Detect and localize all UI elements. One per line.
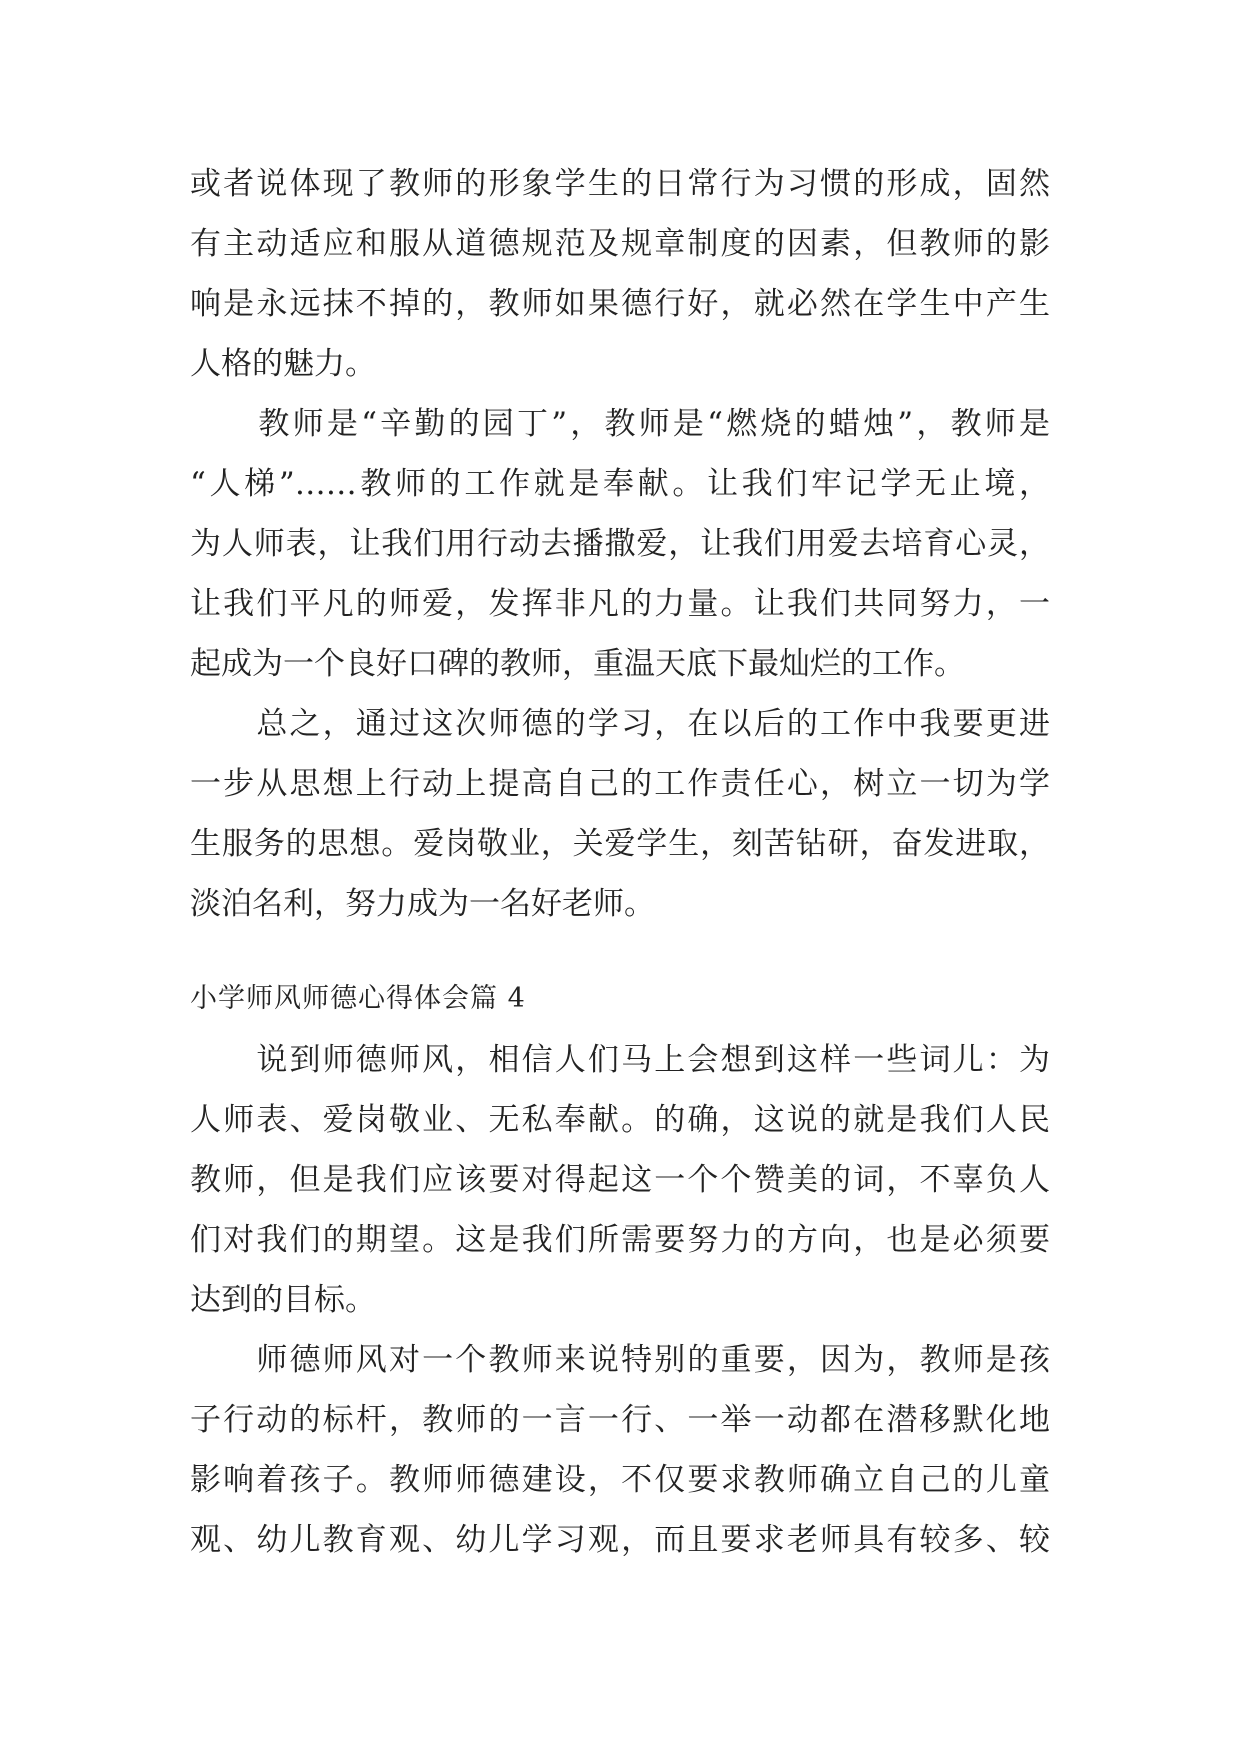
paragraph-5-line-1: 师德师风对一个教师来说特别的重要，因为，教师是孩 xyxy=(190,1342,1050,1378)
paragraph-4-line-1: 说到师德师风，相信人们马上会想到这样一些词儿：为 xyxy=(190,1042,1050,1078)
paragraph-4-line-4: 们对我们的期望。这是我们所需要努力的方向，也是必须要 xyxy=(190,1222,1050,1258)
paragraph-3-line-4: 淡泊名利，努力成为一名好老师。 xyxy=(190,886,655,922)
paragraph-2-line-4: 让我们平凡的师爱，发挥非凡的力量。让我们共同努力，一 xyxy=(190,586,1050,622)
paragraph-4-line-2: 人师表、爱岗敬业、无私奉献。的确，这说的就是我们人民 xyxy=(190,1102,1050,1138)
paragraph-1-line-3: 响是永远抹不掉的，教师如果德行好，就必然在学生中产生 xyxy=(190,286,1050,322)
paragraph-5-line-3: 影响着孩子。教师师德建设，不仅要求教师确立自己的儿童 xyxy=(190,1462,1050,1498)
paragraph-1-line-1: 或者说体现了教师的形象学生的日常行为习惯的形成，固然 xyxy=(190,166,1050,202)
paragraph-2-line-1: 教师是“辛勤的园丁”，教师是“燃烧的蜡烛”，教师是 xyxy=(190,406,1050,442)
paragraph-4-line-3: 教师，但是我们应该要对得起这一个个赞美的词，不辜负人 xyxy=(190,1162,1050,1198)
paragraph-2-line-2: “人梯”……教师的工作就是奉献。让我们牢记学无止境， xyxy=(190,466,1050,502)
paragraph-4-line-5: 达到的目标。 xyxy=(190,1282,376,1318)
paragraph-1-line-4: 人格的魅力。 xyxy=(190,346,376,382)
paragraph-3-line-3: 生服务的思想。爱岗敬业，关爱学生，刻苦钻研，奋发进取， xyxy=(190,826,1050,862)
paragraph-3-line-2: 一步从思想上行动上提高自己的工作责任心，树立一切为学 xyxy=(190,766,1050,802)
paragraph-5-line-2: 子行动的标杆，教师的一言一行、一举一动都在潜移默化地 xyxy=(190,1402,1050,1438)
paragraph-1-line-2: 有主动适应和服从道德规范及规章制度的因素，但教师的影 xyxy=(190,226,1050,262)
paragraph-2-line-5: 起成为一个良好口碑的教师，重温天底下最灿烂的工作。 xyxy=(190,646,965,682)
paragraph-3-line-1: 总之，通过这次师德的学习，在以后的工作中我要更进 xyxy=(190,706,1050,742)
paragraph-2-line-3: 为人师表，让我们用行动去播撒爱，让我们用爱去培育心灵， xyxy=(190,526,1050,562)
paragraph-5-line-4: 观、幼儿教育观、幼儿学习观，而且要求老师具有较多、较 xyxy=(190,1522,1050,1558)
section-heading: 小学师风师德心得体会篇 4 xyxy=(190,983,526,1014)
